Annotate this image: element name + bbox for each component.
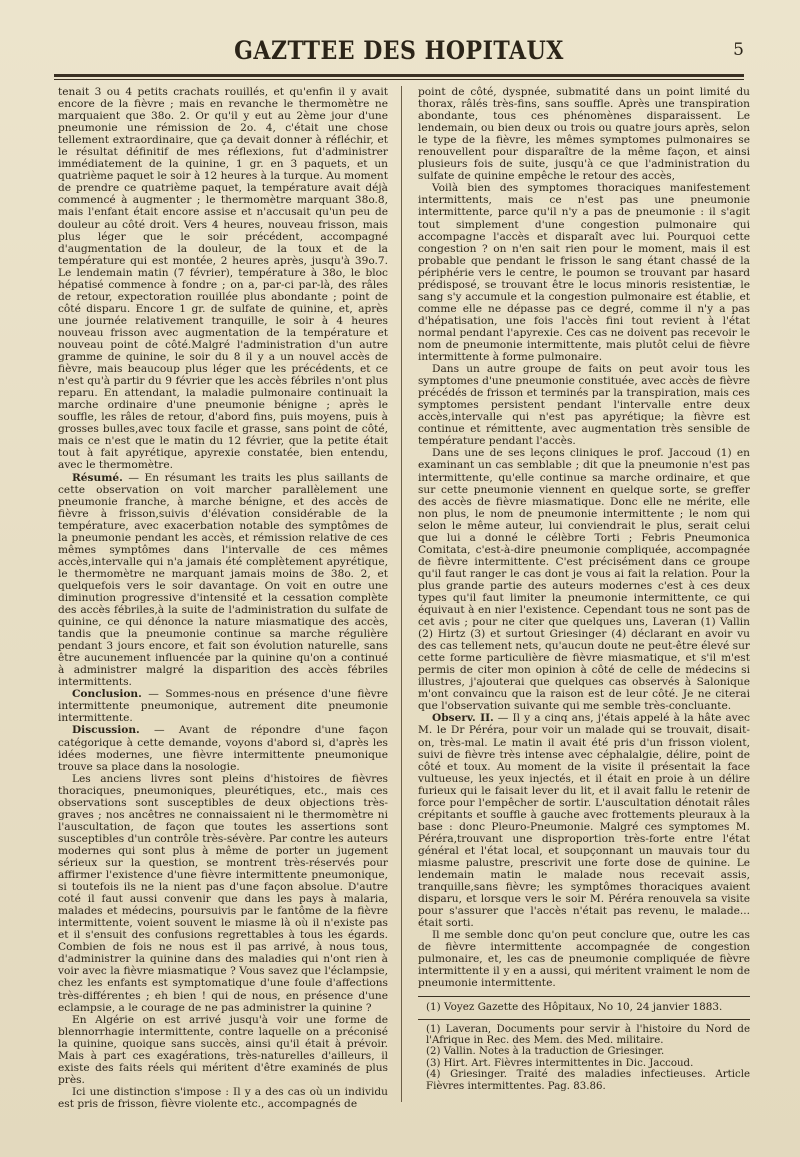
resume-text: — En résumant les traits les plus saillants de cette observation on voit marcher parallèlement une pneumonie franche, à marche bénigne, et des accès de fièvre à frisson,suivis d'élévation considérable de la température, avec exacerbation notable des symptômes de la pneumonie pendant les accès, et rémission relative de ces mêmes symptômes dans l'intervalle de ces mêmes accès,intervalle qui n'a jamais été complètement apyrétique, le thermomètre ne marquant jamais moins de 38o. 2, et quelquefois vers le soir davantage. On voit en outre une diminution progressive d'intensité et la cessation complète des accès fébriles,à la suite de l'administration du sulfate de quinine, ce qui dénonce la nature miasmatique des accès, tandis que la pneumonie continue sa marche régulière pendant 3 jours encore, et fait son évolution naturelle, sans être aucunement influencée par la quinine qu'on a continué à administrer malgré la disparition des accès fébriles intermittents.	[58, 471, 388, 689]
paragraph: Dans une de ses leçons cliniques le prof. Jaccoud (1) en examinant un cas semblable ; dit que la pneumonie n'est pas intermittente, qu'elle continue sa marche ordinaire, et que sur cette pneumonie viennent en quelque sorte, se greffer des accès de fièvre miasmatique. Donc elle ne mérite, elle non plus, le nom de pneumonie intermittente ; le nom qui selon le même auteur, lui conviendrait le plus, serait celui que lui a donné le célèbre Torti ; Febris Pneumonica Comitata, c'est-à-dire pneumonie compliquée, accompagnée de fièvre intermittente. C'est précisément dans ce groupe qu'il faut ranger le cas dont je vous ai fait la relation. Pour la plus grande partie des auteurs modernes c'est à ces deux types qu'il faut limiter la pneumonie intermittente, ce qui équivaut à en nier l'existence. Cependant tous ne sont pas de cet avis ; pour ne citer que quelques uns, Laveran (1) Vallin (2) Hirtz (3) et surtout Griesinger (4) déclarant en avoir vu des cas tellement nets, qu'aucun doute ne peut-être élevé sur cette forme particulière de fièvre miasmatique, et s'il m'est permis de citer mon opinion à côté de celle de médecins si illustres, j'ajouterai que quelques cas observés à Salonique m'ont convaincu que la raison est de leur côté. Je ne citerai que l'observation suivante qui me semble très-concluante.	[418, 447, 750, 713]
discussion-label: Discussion.	[72, 724, 140, 737]
observation-paragraph	[418, 712, 750, 929]
conclusion-paragraph	[58, 688, 388, 724]
footnote-rule	[418, 1019, 750, 1020]
observation-label: Observ. II.	[432, 712, 494, 725]
discussion-text: — Avant de répondre d'une façon catégorique à cette demande, voyons d'abord si, d'après les idées modernes, une fièvre intermittente pneumonique trouve sa place dans la nosologie.	[58, 724, 388, 773]
paragraph: Dans un autre groupe de faits on peut avoir tous les symptomes d'une pneumonie constituée, avec accès de fièvre précédés de frisson et terminés par la transpiration, mais ces symptomes persistent pendant l'intervalle entre deux accès,intervalle qui n'est pas apyrétique; la fièvre est continue et rémittente, avec augmentation très sensible de température pendant l'accès.	[418, 363, 750, 448]
column-divider	[401, 86, 402, 1102]
paragraph: Voilà bien des symptomes thoraciques manifestement intermittents, mais ce n'est pas une pneumonie intermittente, parce qu'il n'y a pas de pneumonie : il s'agit tout simplement d'une congestion pulmonaire qui accompagne l'accès et disparaît avec lui. Pourquoi cette congestion ? on n'en sait rien pour le moment, mais il est probable que pendant le frisson le sang étant chassé de la périphérie vers le centre, le poumon se trouvant par hasard prédisposé, se trouvant être le locus minoris resistentiæ, le sang s'y accumule et la congestion pulmonaire est établie, et comme elle ne dépasse pas ce degré, comme il n'y a pas d'hépatisation, une fois l'accès fini tout revient à l'état normal pendant l'apyrexie. Ces cas ne doivent pas recevoir le nom de pneumonie intermittente, mais plutôt celui de fièvre intermittente à forme pulmonaire.	[418, 182, 750, 364]
paragraph: point de côté, dyspnée, submatité dans un point limité du thorax, râlés très-fins, sans souffle. Après une transpiration abondante, tous ces phénomènes disparaissent. Le lendemain, ou bien deux ou trois ou quatre jours après, selon le type de la fièvre, les mêmes symptomes pulmonaires se renouvellent pour disparaître de la même façon, et ainsi plusieurs fois de suite, jusqu'à ce que l'administration du sulfate de quinine empêche le retour des accès,	[418, 86, 750, 183]
page-header	[54, 38, 744, 72]
footnote-main: (1) Voyez Gazette des Hôpitaux, No 10, 24 janvier 1883.	[426, 1000, 723, 1013]
footnote: (4) Griesinger. Traité des maladies infectieuses. Article Fièvres intermittentes. Pag. 83.86.	[426, 1069, 750, 1092]
header-rule-thick	[54, 74, 744, 77]
footnote: (3) Hirt. Art. Fièvres intermittentes in Dic. Jaccoud.	[426, 1057, 694, 1069]
conclusion-text: — Sommes-nous en présence d'une fièvre intermittente pneumonique, autrement dite pneumonie intermittente.	[58, 688, 388, 725]
left-column	[58, 86, 388, 1110]
footnote: (1) Laveran, Documents pour servir à l'histoire du Nord de l'Afrique in Rec. des Mem. des Med. militaire.	[426, 1023, 750, 1046]
resume-paragraph	[58, 472, 388, 689]
paragraph: Il me semble donc qu'on peut conclure que, outre les cas de fièvre intermittente accompagnée de congestion pulmonaire, et, les cas de pneumonie compliquée de fièvre intermittente il y en a aussi, qui méritent vraiment le nom de pneumonie intermittente.	[418, 929, 750, 990]
page-number: 5	[733, 40, 744, 60]
paragraph: Ici une distinction s'impose : Il y a des cas où un individu est pris de frisson, fièvre violente etc., accompagnés de	[58, 1085, 388, 1110]
discussion-paragraph	[58, 724, 388, 772]
paragraph: Les anciens livres sont pleins d'histoires de fièvres thoraciques, pneumoniques, pleurétiques, etc., mais ces observations sont susceptibles de deux objections très-graves ; nos ancêtres ne connaissaient ni le thermomètre ni l'auscultation, de façon que toutes les assertions sont susceptibles d'un contrôle très-sévère. Par contre les auteurs modernes qui sont plus à même de porter un jugement sérieux sur la question, se montrent très-réservés pour affirmer l'existence d'une fièvre intermittente pneumonique, si toutefois ils ne la nient pas d'une façon absolue. D'autre coté il faut aussi convenir que dans les pays à malaria, malades et médecins, poursuivis par le fantôme de la fièvre intermittente, voient souvent le miasme là où il n'existe pas et il s'ensuit des confusions regrettables à tous les égards. Combien de fois ne nous est il pas arrivé, à nous tous, d'administrer la quinine dans des maladies qui n'ont rien à voir avec la fièvre miasmatique ? Vous savez que l'éclampsie, chez les enfants est symptomatique d'une foule d'affections très-différentes ; eh bien ! qui de nous, en présence d'une eclampsie, a le courage de ne pas administrer la quinine ?	[58, 772, 388, 1014]
footnote-rule	[418, 996, 750, 997]
footnote: (2) Vallin. Notes à la traduction de Griesinger.	[426, 1046, 665, 1058]
journal-title: GAZTTEE DES HOPITAUX	[234, 36, 564, 66]
conclusion-label: Conclusion.	[72, 688, 142, 701]
paragraph: tenait 3 ou 4 petits crachats rouillés, et qu'enfin il y avait encore de la fièvre ; mais en revanche le thermomètre ne marquaient que 38o. 2. Or qu'il y eut au 2ème jour d'une pneumonie une rémission de 2o. 4, c'était une chose tellement extraordinaire, que ça devait donner à réfléchir, et le résultat définitif de mes réflexions, fut d'administrer immédiatement de la quinine, 1 gr. en 3 paquets, et un quatrième paquet le soir à 12 heures à la turque. Au moment de prendre ce quatrième paquet, la température avait déjà commencé à augmenter ; le thermomètre marquant 38o.8, mais l'enfant était encore assise et n'accusait qu'un peu de douleur au côté droit. Vers 4 heures, nouveau frisson, mais plus léger que le soir précédent, accompagné d'augmentation de la douleur, de la toux et de la température qui est montée, 2 heures après, jusqu'à 39o.7. Le lendemain matin (7 février), température à 38o, le bloc hépatisé commence à fondre ; on a, par-ci par-là, des râles de retour, expectoration rouillée plus abondante ; point de côté disparu. Encore 1 gr. de sulfate de quinine, et, après une journée relativement tranquille, le soir à 4 heures nouveau frisson avec augmentation de la température et nouveau point de côté.Malgré l'administration d'un autre gramme de quinine, le soir du 8 il y a un nouvel accès de fièvre, mais beaucoup plus léger que les précédents, et ce n'est qu'à partir du 9 février que les accès fébriles n'ont plus reparu. En attendant, la maladie pulmonaire continuait la marche ordinaire d'une pneumonie bénigne ; après le souffle, les râles de retour, d'abord fins, puis moyens, puis à grosses bulles,avec toux facile et grasse, sans point de côté, mais ce n'est que le matin du 12 février, que la petite était tout à fait apyrétique, apyrexie constatée, bien entendu, avec le thermomètre.	[58, 86, 388, 472]
resume-label: Résumé.	[72, 471, 123, 484]
header-rule-thin	[54, 79, 744, 80]
observation-text: — Il y a cinq ans, j'étais appelé à la hâte avec M. le Dr Péréra, pour voir un malade qui se trouvait, disait-on, très-mal. Le matin il avait été pris d'un frisson violent, suivi de fièvre très intense avec céphalalgie, délire, point de côté et toux. Au moment de la visite il présentait la face vultueuse, les yeux injectés, et il était en proie à un délire furieux qui le faisait lever du lit, et il avait fallu le retenir de force pour l'empêcher de sortir. L'auscultation dénotait râles crépitants et souffle à gauche avec frottements pleuraux à la base : donc Pleuro-Pneumonie. Malgré ces symptomes M. Péréra,trouvant une disproportion très-forte entre l'état général et l'état local, et soupçonnant un mauvais tour du miasme palustre, prescrivit une forte dose de quinine. Le lendemain matin le malade nous recevait assis, tranquille,sans fièvre; les symptômes thoraciques avaient disparu, et lorsque vers le soir M. Péréra renouvela sa visite pour s'assurer que l'accès n'était pas revenu, le malade... était sorti.	[418, 712, 750, 930]
paragraph: En Algérie on est arrivé jusqu'à voir une forme de blennorrhagie intermittente, contre laquelle on a préconisé la quinine, quoique sans succès, ainsi qu'il était à prévoir. Mais à part ces exagérations, très-naturelles d'ailleurs, il existe des faits réels qui méritent d'être examinés de plus près.	[58, 1013, 388, 1086]
right-column	[418, 86, 750, 1092]
